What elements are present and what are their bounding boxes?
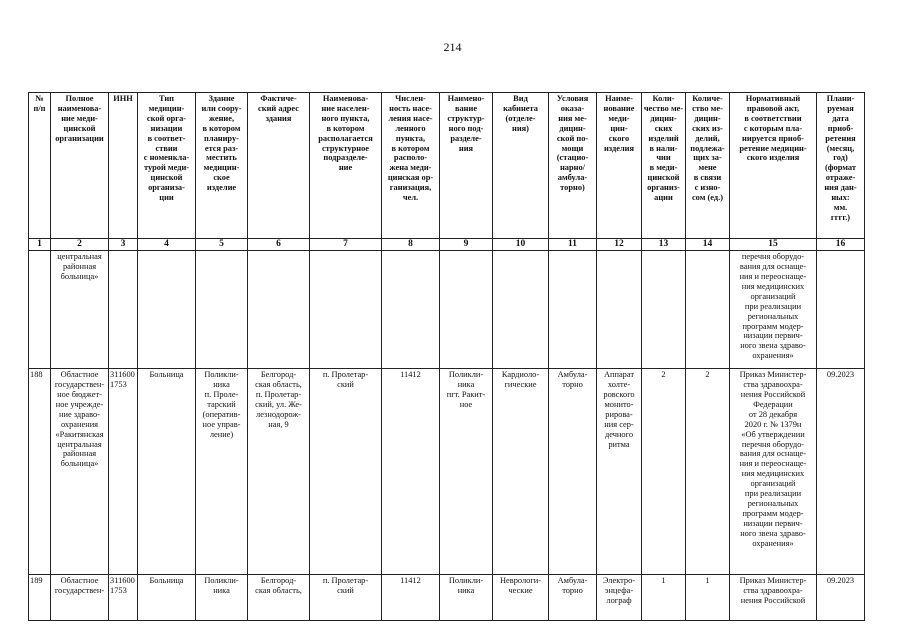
cell-conditions: Амбула- торно <box>549 369 597 575</box>
column-number: 7 <box>310 239 382 251</box>
registry-table <box>28 92 865 621</box>
cell-date: 09.2023 <box>817 575 865 621</box>
cell-locality <box>310 251 382 369</box>
cell-address: Белгород- ская область, <box>248 575 310 621</box>
cell-npa: Приказ Министер- ства здравоохра- нения Российской <box>730 575 817 621</box>
column-number: 1 <box>29 239 51 251</box>
column-number-row <box>29 239 865 251</box>
table-row <box>29 575 865 621</box>
page-number: 214 <box>443 40 462 54</box>
col-header-num: № п/п <box>29 93 51 239</box>
cell-qty-replace <box>686 251 730 369</box>
col-header-address: Фактиче- ский адрес здания <box>248 93 310 239</box>
table-row <box>29 369 865 575</box>
cell-num: 189 <box>29 575 51 621</box>
table-row-continuation <box>29 251 865 369</box>
col-header-cabinet: Вид кабинета (отделе- ния) <box>493 93 549 239</box>
cell-qty-available <box>642 251 686 369</box>
col-header-building: Здание или соору- жение, в котором планиру- ется раз- местить медицин- ское изделие <box>196 93 248 239</box>
column-number: 11 <box>549 239 597 251</box>
cell-locality: п. Пролетар- ский <box>310 369 382 575</box>
col-header-unit: Наимено- вание структур- ного под- разделе- ния <box>440 93 493 239</box>
cell-building: Поликли- ника <box>196 575 248 621</box>
col-header-population: Числен- ность насе- ления насе- ленного пункта, в котором располо- жена меди- цинская ор- ганизация, чел. <box>382 93 440 239</box>
column-number: 2 <box>51 239 109 251</box>
column-number: 16 <box>817 239 865 251</box>
cell-cabinet: Кардиоло- гические <box>493 369 549 575</box>
cell-building: Поликли- ника п. Проле- тарский (оператив- ное управ- ление) <box>196 369 248 575</box>
cell-qty-replace: 2 <box>686 369 730 575</box>
cell-conditions: Амбула- торно <box>549 575 597 621</box>
col-header-date: Плани- руемая дата приоб- ретения (месяц, год) (формат отраже- ния дан- ных: мм. гггг.) <box>817 93 865 239</box>
cell-org-name: центральная районная больница» <box>51 251 109 369</box>
cell-conditions <box>549 251 597 369</box>
column-number: 8 <box>382 239 440 251</box>
cell-device: Электро- энцефа- лограф <box>597 575 642 621</box>
cell-num: 188 <box>29 369 51 575</box>
column-number: 10 <box>493 239 549 251</box>
cell-org-type: Больница <box>138 575 196 621</box>
cell-device <box>597 251 642 369</box>
column-number: 12 <box>597 239 642 251</box>
cell-address <box>248 251 310 369</box>
cell-unit <box>440 251 493 369</box>
cell-cabinet: Неврологи- ческие <box>493 575 549 621</box>
cell-npa: перечня оборудо- вания для оснаще- ния и переоснаще- ния медицинских организаций при реализации региональных программ модер- низации первич- ного звена здраво- охранения» <box>730 251 817 369</box>
column-number: 5 <box>196 239 248 251</box>
cell-population <box>382 251 440 369</box>
header-row <box>29 93 865 239</box>
cell-locality: п. Пролетар- ский <box>310 575 382 621</box>
cell-qty-available: 1 <box>642 575 686 621</box>
column-number: 3 <box>109 239 138 251</box>
col-header-qty-available: Коли- чество ме- дицин- ских изделий в нали- чии в меди- цинской организ- ации <box>642 93 686 239</box>
col-header-conditions: Условия оказа- ния ме- дицин- ской по- мощи (стацио- нарно/ амбула- торно) <box>549 93 597 239</box>
col-header-org-type: Тип медицин- ской орга- низации в соответ- ствии с номенкла- турой меди- цинской организа- ции <box>138 93 196 239</box>
cell-date <box>817 251 865 369</box>
col-header-inn: ИНН <box>109 93 138 239</box>
cell-unit: Поликли- ника пгт. Ракит- ное <box>440 369 493 575</box>
cell-population: 11412 <box>382 575 440 621</box>
cell-org-name: Областное государствен- ное бюджет- ное учрежде- ние здраво- охранения «Ракитянская центральная районная больница» <box>51 369 109 575</box>
col-header-locality: Наименова- ние населен- ного пункта, в котором располагается структурное подразделе- ние <box>310 93 382 239</box>
column-number: 13 <box>642 239 686 251</box>
cell-population: 11412 <box>382 369 440 575</box>
column-number: 15 <box>730 239 817 251</box>
cell-npa: Приказ Министер- ства здравоохра- нения Российской Федерации от 28 декабря 2020 г. № 1379н «Об утверждении перечня оборудо- вания для оснаще- ния и переоснаще- ния медицинских организаций при реализации региональных программ модер- низации первич- ного звена здраво- охранения» <box>730 369 817 575</box>
column-number: 6 <box>248 239 310 251</box>
cell-building <box>196 251 248 369</box>
col-header-qty-replace: Количе- ство ме- дицин- ских из- делий, подлежа- щих за- мене в связи с изно- сом (ед.) <box>686 93 730 239</box>
cell-date: 09.2023 <box>817 369 865 575</box>
cell-unit: Поликли- ника <box>440 575 493 621</box>
col-header-device: Наиме- нование меди- цин- ского изделия <box>597 93 642 239</box>
cell-qty-available: 2 <box>642 369 686 575</box>
column-number: 4 <box>138 239 196 251</box>
cell-inn <box>109 251 138 369</box>
cell-num <box>29 251 51 369</box>
cell-inn: 311600 1753 <box>109 575 138 621</box>
col-header-org-name: Полное наименова- ние меди- цинской организации <box>51 93 109 239</box>
cell-address: Белгород- ская область, п. Пролетар- ский, ул. Же- лезнодорож- ная, 9 <box>248 369 310 575</box>
cell-org-type <box>138 251 196 369</box>
cell-cabinet <box>493 251 549 369</box>
cell-inn: 311600 1753 <box>109 369 138 575</box>
col-header-npa: Нормативный правовой акт, в соответствии с которым пла- нируется приоб- ретение медицин- ского изделия <box>730 93 817 239</box>
column-number: 14 <box>686 239 730 251</box>
cell-org-name: Областное государствен- <box>51 575 109 621</box>
cell-qty-replace: 1 <box>686 575 730 621</box>
cell-device: Аппарат холте- ровского монито- рирова- ния сер- дечного ритма <box>597 369 642 575</box>
cell-org-type: Больница <box>138 369 196 575</box>
column-number: 9 <box>440 239 493 251</box>
